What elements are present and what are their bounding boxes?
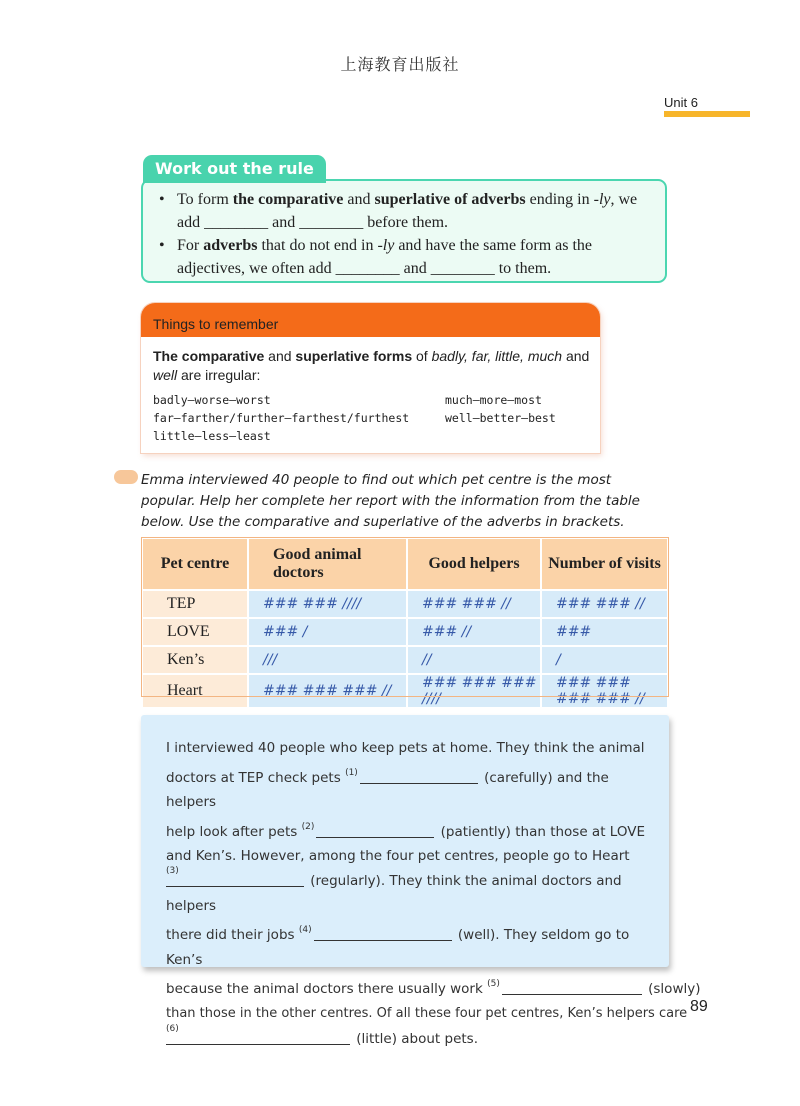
report-line: and Ken’s. However, among the four pet centres, people go to Heart [166,848,630,865]
cell-centre: LOVE [142,618,248,646]
page-number: 89 [690,998,708,1015]
cell-tally: ### / [248,618,407,646]
cell-tally: ### ### ### // [248,674,407,708]
cell-tally: ### ### // [541,590,668,618]
cell-tally: ### // [407,618,541,646]
cell-tally: ### ### ### //// [407,674,541,708]
header-good-helpers: Good helpers [407,538,541,590]
blank-5[interactable] [502,980,642,995]
report-line: doctors at TEP check pets $^{(1)}$ (carefully) and the helpers [166,767,609,811]
pet-centre-table [141,537,669,708]
blank-number: (2) [301,821,315,832]
form-badly: badly—worse—worst [153,393,271,407]
blank-number: (3) [166,865,179,876]
header-pet-centre: Pet centre [142,538,248,590]
instruction-marker [114,470,138,484]
table-row [142,674,668,708]
table-header-row [142,538,668,590]
report-line: I interviewed 40 people who keep pets at home. They think the animal [166,740,645,756]
cell-centre: TEP [142,590,248,618]
cell-tally: ### [541,618,668,646]
blank-number: (5) [487,979,500,990]
blank-1[interactable] [360,769,478,784]
cell-centre: Ken’s [142,646,248,674]
table-row [142,618,668,646]
report-line: (6) (little) about pets. [166,1027,658,1052]
rule-list [155,188,660,280]
cell-tally: // [407,646,541,674]
rule-item-1: • To form the comparative and superlative of adverbs ending in -ly, we add ________ and ________ before them. [155,188,660,234]
blank-6[interactable] [166,1030,350,1045]
cell-tally: ### ### ### ### // [541,674,668,708]
unit-underline [664,111,750,117]
form-far: far—farther/further—farthest/furthest [153,411,410,425]
header-number-of-visits: Number of visits [541,538,668,590]
rule-title: Work out the rule [143,155,326,183]
blank-number: (1) [345,767,358,778]
rule-item-2: • For adverbs that do not end in -ly and have the same form as the adjectives, we often add ________ and ________ to them. [155,234,660,280]
cell-tally: /// [248,646,407,674]
report-line: because the animal doctors there usually work $^{(5)}$ (slowly) [166,979,701,998]
blank-3[interactable] [166,872,304,887]
table-row [142,646,668,674]
header-good-animal-doctors: Good animal doctors [248,538,407,590]
form-much: much—more—most [445,393,542,407]
report-line: (3) (regularly). They think the animal doctors and helpers [166,869,658,918]
report-line: there did their jobs $^{(4)}$ (well). They seldom go to Ken’s [166,925,630,968]
form-well: well—better—best [445,411,556,425]
cell-tally: ### ### //// [248,590,407,618]
unit-label: Unit 6 [664,95,698,110]
cell-centre: Heart [142,674,248,708]
blank-2[interactable] [316,823,434,838]
blank-number: (6) [166,1023,179,1034]
cell-tally: ### ### // [407,590,541,618]
report-line: help look after pets $^{(2)}$ (patiently) than those at LOVE [166,821,645,840]
remember-intro: The comparative and superlative forms of badly, far, little, much and well are irregular: [153,348,590,383]
report-line: than those in the other centres. Of all these four pet centres, Ken’s helpers care [166,1005,688,1021]
cell-tally: / [541,646,668,674]
instructions: Emma interviewed 40 people to find out which pet centre is the most popular. Help her complete her report with the information from the table below. Use the comparative and superlative of the adverbs in brackets. [141,472,640,530]
table-row [142,590,668,618]
blank-number: (4) [298,925,312,936]
remember-title: Things to remember [153,316,279,332]
form-little: little—less—least [153,429,271,443]
blank-4[interactable] [314,926,452,941]
publisher-name: 上海教育出版社 [340,55,460,74]
